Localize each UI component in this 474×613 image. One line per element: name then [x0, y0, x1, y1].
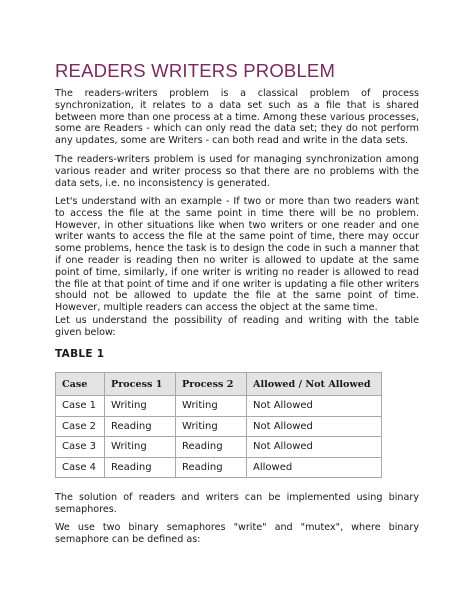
table-cell: Reading	[105, 416, 176, 437]
paragraph-intro: The readers-writers problem is a classical problem of process synchronization, it relates to a data set such as a file that is shared between more than one process at a time. Among these various processes, some are Readers - which can only read the data set; they do not perform any updates, some are Writers - can both read and write in the data sets.	[55, 88, 419, 147]
table-cell: Case 1	[56, 396, 105, 417]
table-cell: Not Allowed	[247, 416, 382, 437]
table-cell: Writing	[105, 396, 176, 417]
table-row	[56, 416, 382, 437]
table-header-row	[56, 373, 382, 396]
table-cell: Writing	[176, 396, 247, 417]
paragraph-purpose: The readers-writers problem is used for managing synchronization among various reader and writer process so that there are no problems with the data sets, i.e. no inconsistency is generated.	[55, 154, 419, 189]
paragraph-example: Let's understand with an example - If two or more than two readers want to access the file at the same point in time there will be no problem. However, in other situations like when two writers or one reader and one writer wants to access the file at the same point of time, there may occur some problems, hence the task is to design the code in such a manner that if one reader is reading then no writer is allowed to update at the same point of time, similarly, if one writer is writing no reader is allowed to read the file at that point of time and if one writer is updating a file other writers should not be allowed to update the file at the same point of time. However, multiple readers can access the object at the same time.	[55, 196, 419, 314]
document-title: READERS WRITERS PROBLEM	[55, 60, 336, 81]
table-cell: Reading	[176, 457, 247, 478]
table-cell: Case 4	[56, 457, 105, 478]
table-cell: Reading	[105, 457, 176, 478]
paragraph-solution: The solution of readers and writers can be implemented using binary semaphores.	[55, 492, 419, 515]
table-cell: Writing	[176, 416, 247, 437]
column-header-process-1: Process 1	[105, 373, 176, 396]
table-row	[56, 396, 382, 417]
column-header-case: Case	[56, 373, 105, 396]
column-header-allowed: Allowed / Not Allowed	[247, 373, 382, 396]
paragraph-semaphores: We use two binary semaphores "write" and "mutex", where binary semaphore can be defined as:	[55, 522, 419, 545]
table-cell: Case 3	[56, 437, 105, 458]
table-row	[56, 437, 382, 458]
table-cell: Not Allowed	[247, 437, 382, 458]
column-header-process-2: Process 2	[176, 373, 247, 396]
table-heading: TABLE 1	[55, 348, 105, 360]
table-cell: Reading	[176, 437, 247, 458]
table-cell: Case 2	[56, 416, 105, 437]
readers-writers-table	[55, 372, 382, 478]
table-cell: Writing	[105, 437, 176, 458]
table-cell: Allowed	[247, 457, 382, 478]
paragraph-table-intro: Let us understand the possibility of reading and writing with the table given below:	[55, 315, 419, 338]
table-row	[56, 457, 382, 478]
table-cell: Not Allowed	[247, 396, 382, 417]
